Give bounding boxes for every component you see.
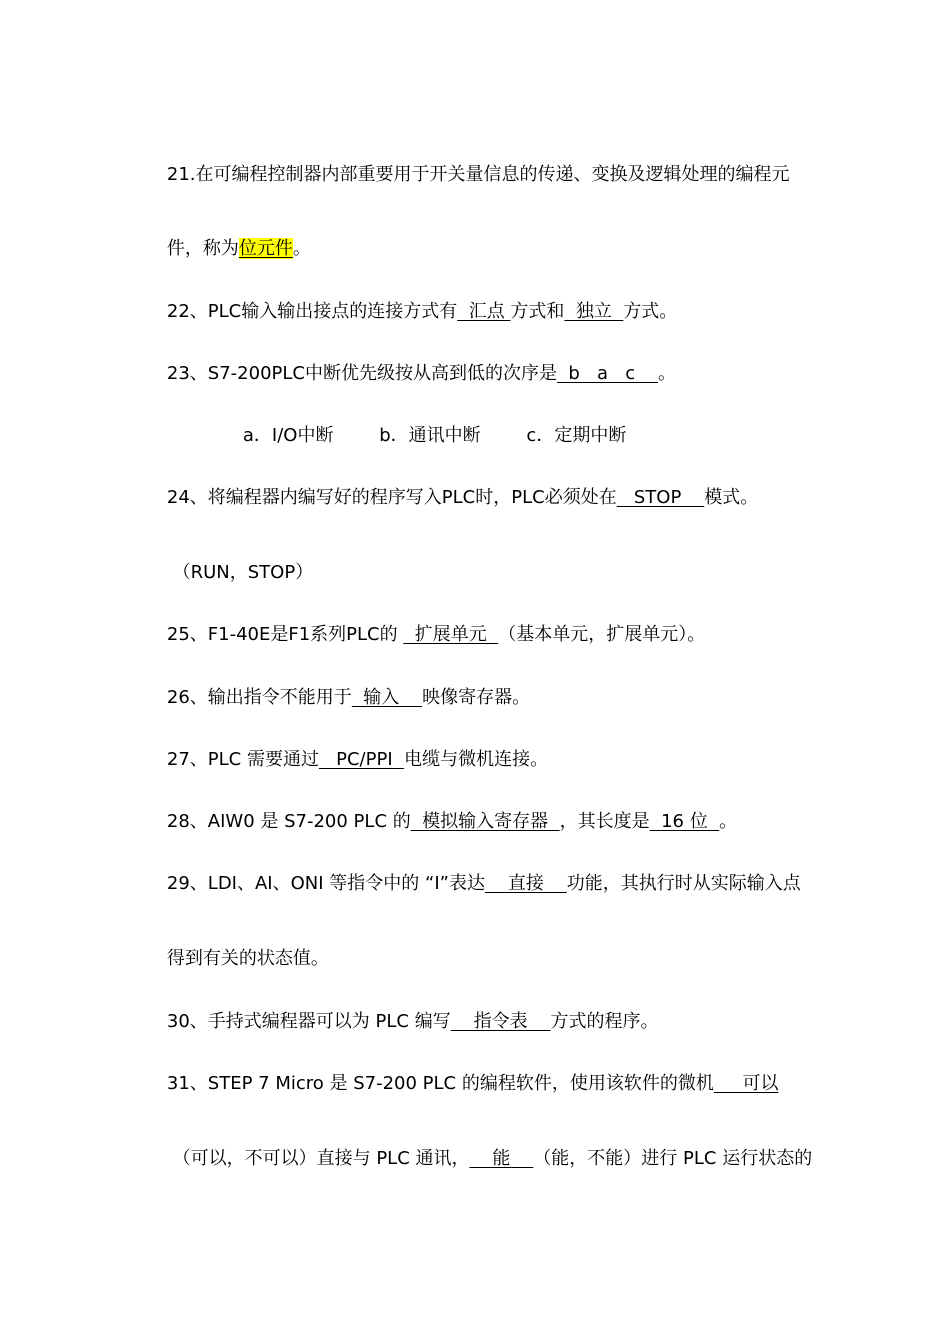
q27-answer: PC/PPI xyxy=(318,749,405,770)
q21-text-pre: 件，称为 xyxy=(166,238,239,259)
q22-text-mid: 方式和 xyxy=(510,301,565,322)
q31-line1 xyxy=(144,1048,779,1094)
q26-text-pre: 26、输出指令不能用于 xyxy=(166,687,352,708)
q22-text-post: 方式。 xyxy=(623,301,678,322)
q28-answer-2: 16 位 xyxy=(649,811,720,832)
q30-text-pre: 30、手持式编程器可以为 PLC 编写 xyxy=(166,1011,451,1032)
q28-answer-1: 模拟输入寄存器 xyxy=(410,811,560,832)
q23-options xyxy=(220,400,627,446)
q25-text-pre: 25、F1-40E是F1系列PLC的 xyxy=(166,624,404,645)
q24-text-post: 模式。 xyxy=(704,487,759,508)
q26-line xyxy=(144,662,531,708)
q29-text-post: 功能，其执行时从实际输入点 xyxy=(566,873,801,894)
q23-line xyxy=(144,338,676,384)
q27-text-post: 电缆与微机连接。 xyxy=(404,749,549,770)
q31-text-pre: 31、STEP 7 Micro 是 S7-200 PLC 的编程软件，使用该软件的微机 xyxy=(166,1073,714,1094)
q21-text-post: 。 xyxy=(292,238,311,259)
q24-line1 xyxy=(144,462,759,508)
q31-answer-1: 可以 xyxy=(713,1073,779,1094)
q23-options-text: a．I/O中断 b．通讯中断 c．定期中断 xyxy=(242,425,627,446)
q28-text-mid: ，其长度是 xyxy=(559,811,650,832)
q24-choices: （RUN，STOP） xyxy=(166,562,314,583)
q26-text-post: 映像寄存器。 xyxy=(422,687,531,708)
q22-text-pre: 22、PLC输入输出接点的连接方式有 xyxy=(166,301,458,322)
q28-text-pre: 28、AIW0 是 S7-200 PLC 的 xyxy=(166,811,411,832)
q31-text-line2-post: （能，不能）进行 PLC 运行状态的 xyxy=(533,1148,813,1169)
q30-text-post: 方式的程序。 xyxy=(550,1011,659,1032)
q22-line xyxy=(144,276,678,322)
q30-answer: 指令表 xyxy=(450,1011,551,1032)
q22-answer-2: 独立 xyxy=(564,301,624,322)
q29-text-pre: 29、LDI、AI、ONI 等指令中的 “I”表达 xyxy=(166,873,485,894)
q26-answer: 输入 xyxy=(351,687,423,708)
q21-line2 xyxy=(144,213,311,259)
q29-text-cont: 得到有关的状态值。 xyxy=(166,948,329,969)
q23-text-pre: 23、S7-200PLC中断优先级按从高到低的次序是 xyxy=(166,363,557,384)
q24-line2 xyxy=(144,537,314,583)
q29-line2 xyxy=(144,923,329,969)
q23-answer: b a c xyxy=(556,363,658,384)
q29-line1 xyxy=(144,848,801,894)
q31-answer-2: 能 xyxy=(469,1148,534,1169)
q31-line2 xyxy=(144,1123,813,1169)
q27-text-pre: 27、PLC 需要通过 xyxy=(166,749,319,770)
q24-answer: STOP xyxy=(616,487,705,508)
q21-answer: 位元件 xyxy=(238,238,293,259)
q21-text: 21.在可编程控制器内部重要用于开关量信息的传递、变换及逻辑处理的编程元 xyxy=(166,164,790,185)
q27-line xyxy=(144,724,549,770)
q25-text-post: （基本单元，扩展单元）。 xyxy=(498,624,706,645)
q25-line xyxy=(144,599,706,645)
q22-answer-1: 汇点 xyxy=(457,301,511,322)
q31-text-line2-pre: （可以，不可以）直接与 PLC 通讯， xyxy=(166,1148,470,1169)
q28-text-post: 。 xyxy=(719,811,738,832)
q23-text-post: 。 xyxy=(658,363,676,384)
q21-line1 xyxy=(144,139,790,185)
q30-line xyxy=(144,986,659,1032)
q25-answer: 扩展单元 xyxy=(403,624,499,645)
q28-line xyxy=(144,786,738,832)
q24-text-pre: 24、将编程器内编写好的程序写入PLC时，PLC必须处在 xyxy=(166,487,617,508)
q29-answer: 直接 xyxy=(484,873,567,894)
